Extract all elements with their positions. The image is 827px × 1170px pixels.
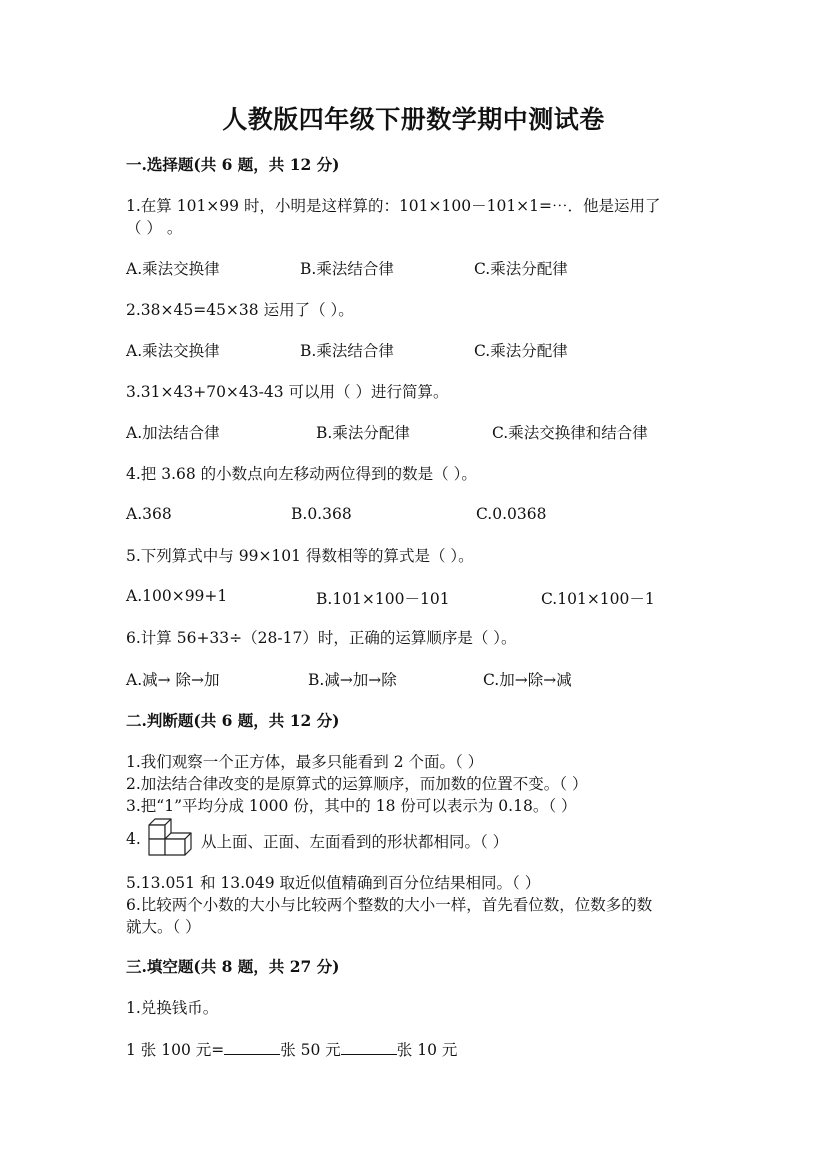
option-c[interactable]: C.0.0368: [476, 505, 547, 523]
option-b[interactable]: B.101×100－101: [316, 590, 450, 608]
option-b[interactable]: B.乘法结合律: [300, 342, 394, 360]
question-stem-cont: （ ） 。: [126, 219, 183, 237]
option-b[interactable]: B.0.368: [291, 505, 352, 523]
option-b[interactable]: B.乘法结合律: [300, 260, 394, 278]
option-a[interactable]: A.100×99+1: [126, 587, 228, 605]
option-a[interactable]: A.368: [126, 505, 172, 523]
question-stem: 4.把 3.68 的小数点向左移动两位得到的数是（ ）。: [126, 465, 477, 483]
fill-text: 1 张 100 元=: [126, 1041, 225, 1059]
judge-item-number: 4.: [126, 830, 141, 848]
option-c[interactable]: C.乘法分配律: [474, 260, 568, 278]
section-heading-judge: 二.判断题(共 6 题，共 12 分): [126, 711, 340, 730]
question-stem: 3.31×43+70×43-43 可以用（ ）进行简算。: [126, 383, 449, 401]
question-stem: 2.38×45=45×38 运用了（ ）。: [126, 301, 354, 319]
answer-blank[interactable]: [224, 1040, 280, 1055]
page-title: 人教版四年级下册数学期中测试卷: [222, 105, 605, 134]
option-c[interactable]: C.101×100－1: [541, 590, 655, 608]
section-heading-choice: 一.选择题(共 6 题，共 12 分): [126, 155, 340, 174]
option-c[interactable]: C.乘法分配律: [474, 342, 568, 360]
question-stem: 5.下列算式中与 99×101 得数相等的算式是（ ）。: [126, 547, 474, 565]
option-b[interactable]: B.乘法分配律: [316, 424, 410, 442]
judge-item: 3.把“1”平均分成 1000 份，其中的 18 份可以表示为 0.18。（ ）: [126, 797, 577, 815]
option-c[interactable]: C.乘法交换律和结合律: [492, 424, 648, 442]
question-stem: 6.计算 56+33÷（28-17）时，正确的运算顺序是（ ）。: [126, 629, 517, 647]
section-heading-fill: 三.填空题(共 8 题，共 27 分): [126, 957, 340, 976]
judge-item-text: 从上面、正面、左面看到的形状都相同。（ ）: [201, 833, 509, 851]
option-a[interactable]: A.加法结合律: [126, 424, 220, 442]
judge-item: 2.加法结合律改变的是原算式的运算顺序，而加数的位置不变。（ ）: [126, 775, 588, 793]
judge-item-cont: 就大。（ ）: [126, 918, 201, 936]
fill-question-line: [126, 1038, 457, 1060]
option-c[interactable]: C.加→除→减: [483, 671, 572, 689]
option-a[interactable]: A.乘法交换律: [126, 260, 220, 278]
fill-text: 张 50 元: [280, 1041, 341, 1059]
option-a[interactable]: A.减→ 除→加: [126, 671, 220, 689]
option-a[interactable]: A.乘法交换律: [126, 342, 220, 360]
answer-blank[interactable]: [341, 1040, 397, 1055]
judge-item: 5.13.051 和 13.049 取近似值精确到百分位结果相同。（ ）: [126, 874, 541, 892]
question-stem: 1.在算 101×99 时，小明是这样算的：101×100－101×1=⋯．他是运用了: [126, 197, 661, 215]
cube-stack-figure: [144, 813, 196, 861]
fill-question-stem: 1.兑换钱币。: [126, 999, 219, 1017]
judge-item: 6.比较两个小数的大小与比较两个整数的大小一样，首先看位数，位数多的数: [126, 896, 653, 914]
fill-text: 张 10 元: [396, 1041, 458, 1059]
option-b[interactable]: B.减→加→除: [308, 671, 397, 689]
judge-item: 1.我们观察一个正方体，最多只能看到 2 个面。（ ）: [126, 753, 484, 771]
